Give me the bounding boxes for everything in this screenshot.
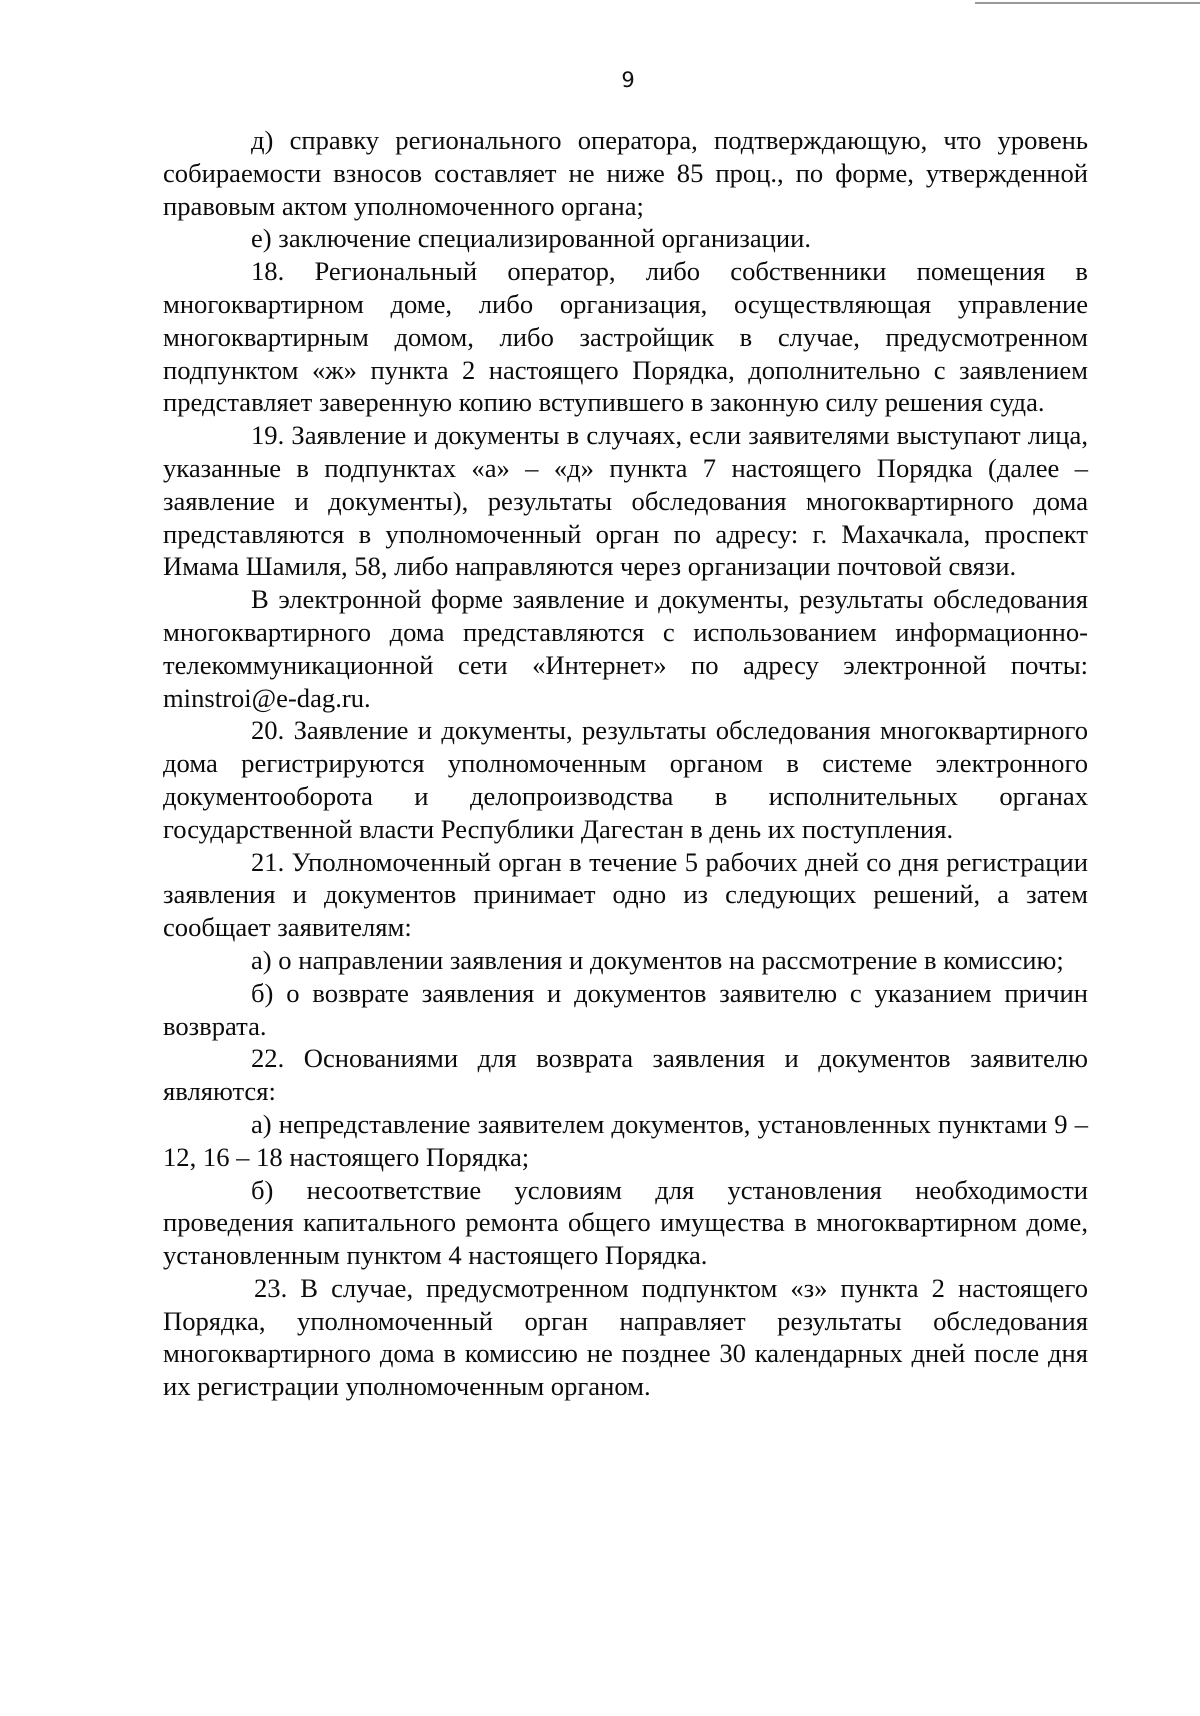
paragraph-21-a: а) о направлении заявления и документов на рассмотрение в комиссию;	[251, 944, 1064, 975]
paragraph-electronic-form: В электронной форме заявление и документы, результаты обследования многоквартирного дома представляются с использованием информационно-телекоммуникационной сети «Интернет» по адресу электронной почты: minstroi@e-dag.ru.	[163, 584, 1088, 713]
paragraph-d-certificate: д) справку регионального оператора, подтверждающую, что уровень собираемости взносов составляет не ниже 85 проц., по форме, утвержденной правовым актом уполномоченного органа;	[163, 125, 1088, 221]
paragraph-21: 21. Уполномоченный орган в течение 5 рабочих дней со дня регистрации заявления и документов принимает одно из следующих решений, а затем сообщает заявителям:	[163, 846, 1088, 943]
paragraph-e-conclusion: е) заключение специализированной организации.	[251, 223, 812, 254]
document-body	[163, 124, 1088, 1403]
paragraph-22-b: б) несоответствие условиям для установления необходимости проведения капитального ремонта общего имущества в многоквартирном доме, установленным пунктом 4 настоящего Порядка.	[163, 1174, 1088, 1271]
paragraph-18: 18. Региональный оператор, либо собственники помещения в многоквартирном доме, либо организация, осуществляющая управление многоквартирным домом, либо застройщик в случае, предусмотренном подпунктом «ж» пункта 2 настоящего Порядка, дополнительно с заявлением представляет заверенную копию вступившего в законную силу решения суда.	[163, 256, 1088, 418]
page-number: 9	[621, 68, 635, 92]
paragraph-22-a: а) непредставление заявителем документов, установленных пунктами 9 – 12, 16 – 18 настоящего Порядка;	[163, 1108, 1088, 1172]
paragraph-23: 23. В случае, предусмотренном подпунктом «з» пункта 2 настоящего Порядка, уполномоченный орган направляет результаты обследования многоквартирного дома в комиссию не позднее 30 календарных дней после дня их регистрации уполномоченным органом.	[163, 1272, 1088, 1402]
paragraph-21-b: б) о возврате заявления и документов заявителю с указанием причин возврата.	[163, 977, 1088, 1041]
paragraph-19: 19. Заявление и документы в случаях, если заявителями выступают лица, указанные в подпунктах «а» – «д» пункта 7 настоящего Порядка (далее – заявление и документы), результаты обследования многоквартирного дома представляются в уполномоченный орган по адресу: г. Махачкала, проспект Имама Шамиля, 58, либо направляются через организации почтовой связи.	[163, 420, 1088, 582]
paragraph-22: 22. Основаниями для возврата заявления и документов заявителю являются:	[163, 1043, 1088, 1107]
paragraph-20: 20. Заявление и документы, результаты обследования многоквартирного дома регистрируются уполномоченным органом в системе электронного документооборота и делопроизводства в исполнительных органах государственной власти Республики Дагестан в день их поступления.	[163, 715, 1088, 844]
scan-edge-line	[975, 2, 1200, 4]
